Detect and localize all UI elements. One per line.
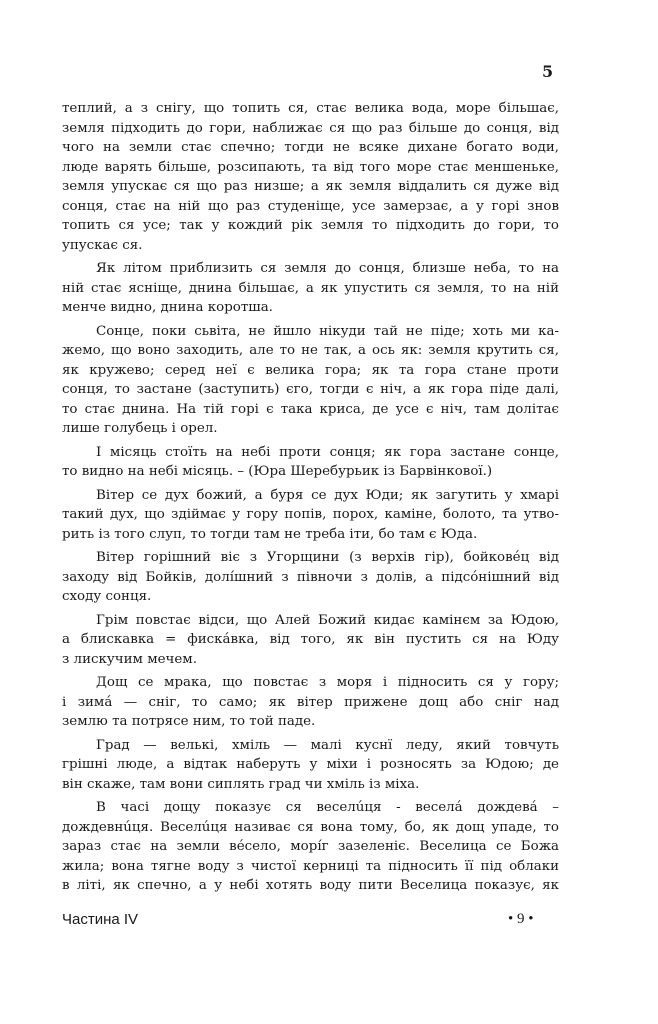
text-line: і зимá — сніг, то само; як вітер прижене дощ або сніг над — [62, 694, 559, 710]
text-line: зараз стає на земли вéсело, морíг зазеленіє. Веселица се Божа — [62, 839, 559, 854]
text-line: теплий, а з снігу, що топить ся, стає велика вода, море більшає, — [62, 101, 559, 116]
page-number: 5 — [542, 62, 554, 81]
text-line: а блискавка = фискáвка, від того, як він пустить ся на Юду — [62, 632, 559, 647]
text-line: в літі, як спечно, а у небі хотять воду пити Веселица показує, як — [62, 878, 559, 893]
text-line: Сонце, поки сьвіта, не йшло нікуди тай не піде; хоть ми ка- — [96, 323, 559, 339]
text-line: жила; вона тягне воду з чистої керниці та підносить її під облаки — [62, 858, 559, 874]
text-line: сонця, то застане (заступить) єго, тогди є ніч, а як гора піде далі, — [62, 382, 559, 397]
body-text — [62, 99, 559, 896]
text-line: Грім повстає відси, що Алей Божий кидає камінєм за Юдою, — [96, 612, 559, 628]
text-line: лише голубець і орел. — [62, 421, 218, 436]
text-line: з лискучим мечем. — [62, 651, 197, 667]
text-line: земля упускає ся що раз низше; а як земля віддалить ся дуже від — [62, 179, 559, 194]
text-line: земля підходить до гори, наближає ся що раз більше до сонця, від — [62, 120, 559, 136]
text-line: заходу від Бойків, долíшний з півночи з долів, а підсóнішний від — [62, 569, 559, 585]
text-line: люде варять більше, розсипають, та від того море стає меншеньке, — [62, 159, 559, 175]
text-line: такий дух, що здіймає у гору попів, порох, каміне, болото, та утво- — [62, 507, 559, 522]
text-line: Як літом приблизить ся земля до сонця, близше неба, то на — [96, 261, 559, 276]
text-line: Вітер горішний віє з Угорщини (з верхів гір), бойковéц від — [96, 550, 559, 565]
text-line: жемо, що воно заходить, але то не так, а ось як: земля крутить ся, — [62, 343, 559, 358]
text-line: сонця, стає на ній що раз студеніще, усе замерзає, а у горі знов — [62, 198, 559, 214]
text-line: чого на земли стає спечно; тогди не всяке дихане богато води, — [62, 140, 559, 155]
text-line: Град — велькі, хміль — малі куснї леду, який товчуть — [96, 737, 559, 753]
text-line: І місяць стоїть на небі проти сонця; як гора застане сонце, — [96, 444, 559, 460]
text-line: ній стає ясніще, днина більшає, а як упустить ся земля, то на ній — [62, 280, 559, 296]
text-line: топить ся усе; так у кождий рік земля то підходить до гори, то — [62, 218, 559, 233]
text-line: В часі дощу показує ся веселúця - веселá дождевá – — [96, 800, 559, 815]
text-line: він скаже, там вони сиплять град чи хміль із міха. — [62, 776, 420, 792]
text-line: сходу сонця. — [62, 589, 152, 604]
text-line: дождевнúця. Веселúця називає ся вона тому, бо, як дощ упаде, то — [62, 819, 559, 835]
text-line: упускає ся. — [62, 237, 143, 253]
text-line: Вітер се дух божий, а буря се дух Юди; як загутить у хмарі — [96, 487, 559, 503]
text-line: то стає днина. На тій горі є така криса, де усе є ніч, там долітає — [62, 401, 559, 417]
footer-page-number: • 9 • — [508, 911, 534, 927]
text-line: землю та потрясе ним, то той паде. — [62, 714, 316, 729]
footer-part-label: Частина IV — [62, 911, 139, 928]
text-line: то видно на небі місяць. – (Юра Шеребурьик із Барвінкової.) — [62, 464, 493, 479]
text-line: рить із того слуп, то тогди там не треба іти, бо там є Юда. — [62, 526, 478, 542]
text-line: як кружево; серед неї є велика гора; як та гора стане проти — [62, 362, 559, 378]
text-line: грішні люде, а відтак наберуть у міхи і розносять за Юдою; де — [62, 757, 559, 772]
text-line: менче видно, днина коротша. — [62, 300, 273, 315]
text-line: Дощ се мрака, що повстає з моря і підносить ся у гору; — [96, 675, 559, 690]
